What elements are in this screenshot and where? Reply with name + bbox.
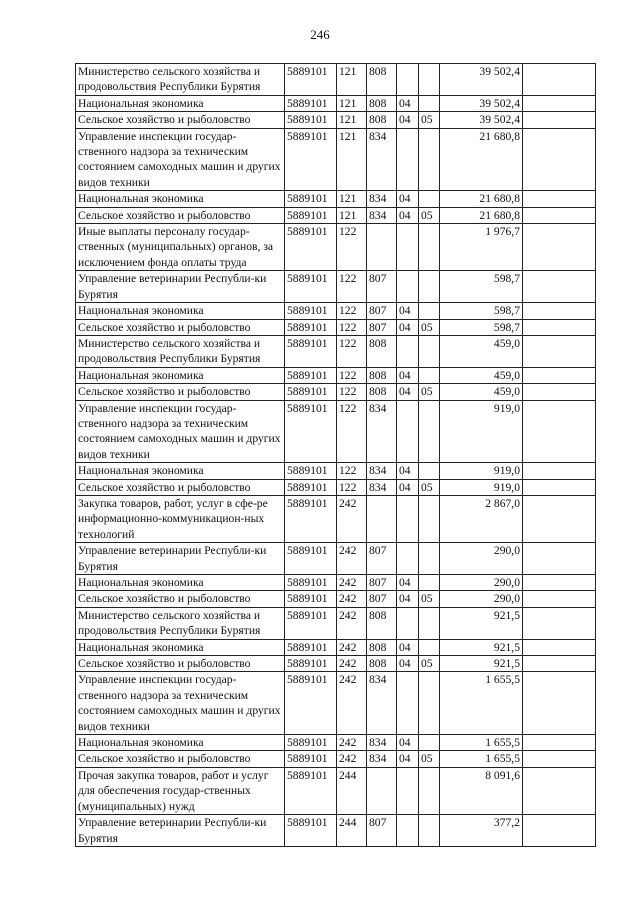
row-name-cell: Национальная экономика [76, 191, 285, 207]
row-subsection-cell [419, 224, 440, 271]
row-target-code-cell: 5889101 [285, 479, 337, 495]
row-target-code-cell: 5889101 [285, 607, 337, 639]
table-row [76, 672, 596, 735]
row-expense-type-cell: 122 [337, 384, 367, 400]
row-target-code-cell: 5889101 [285, 112, 337, 128]
row-amount-cell: 1 655,5 [440, 751, 523, 767]
row-expense-type-cell: 242 [337, 607, 367, 639]
row-name-cell: Иные выплаты персоналу государ-ственных (муниципальных) органов, за исключением фонда оплаты труда [76, 224, 285, 271]
table-row [76, 575, 596, 591]
row-expense-type-cell: 121 [337, 64, 367, 96]
row-amount-cell: 2 867,0 [440, 495, 523, 542]
row-extra-cell [523, 64, 596, 96]
row-ministry-code-cell: 807 [367, 543, 397, 575]
table-row [76, 656, 596, 672]
row-amount-cell: 598,7 [440, 319, 523, 335]
row-extra-cell [523, 495, 596, 542]
row-section-cell: 04 [397, 367, 419, 383]
row-ministry-code-cell: 808 [367, 335, 397, 367]
row-ministry-code-cell: 808 [367, 95, 397, 111]
table-row [76, 767, 596, 814]
row-expense-type-cell: 122 [337, 303, 367, 319]
row-target-code-cell: 5889101 [285, 751, 337, 767]
row-amount-cell: 921,5 [440, 656, 523, 672]
row-name-cell: Сельское хозяйство и рыболовство [76, 207, 285, 223]
row-ministry-code-cell: 834 [367, 735, 397, 751]
row-expense-type-cell: 242 [337, 639, 367, 655]
row-section-cell: 04 [397, 191, 419, 207]
row-target-code-cell: 5889101 [285, 639, 337, 655]
row-expense-type-cell: 242 [337, 543, 367, 575]
row-subsection-cell: 05 [419, 112, 440, 128]
row-extra-cell [523, 303, 596, 319]
row-ministry-code-cell: 808 [367, 384, 397, 400]
row-name-cell: Национальная экономика [76, 575, 285, 591]
row-section-cell: 04 [397, 112, 419, 128]
row-name-cell: Сельское хозяйство и рыболовство [76, 751, 285, 767]
row-extra-cell [523, 128, 596, 191]
row-name-cell: Национальная экономика [76, 303, 285, 319]
table-row [76, 591, 596, 607]
row-extra-cell [523, 575, 596, 591]
table-row [76, 384, 596, 400]
row-subsection-cell [419, 463, 440, 479]
row-target-code-cell: 5889101 [285, 319, 337, 335]
row-amount-cell: 919,0 [440, 400, 523, 463]
row-target-code-cell: 5889101 [285, 335, 337, 367]
row-name-cell: Национальная экономика [76, 367, 285, 383]
row-extra-cell [523, 591, 596, 607]
row-extra-cell [523, 191, 596, 207]
row-ministry-code-cell [367, 767, 397, 814]
row-name-cell: Управление инспекции государ-ственного надзора за техническим состоянием самоходных машин и других видов техники [76, 400, 285, 463]
row-section-cell: 04 [397, 656, 419, 672]
row-subsection-cell [419, 191, 440, 207]
row-expense-type-cell: 244 [337, 815, 367, 847]
row-ministry-code-cell: 807 [367, 815, 397, 847]
row-ministry-code-cell: 808 [367, 112, 397, 128]
table-row [76, 639, 596, 655]
row-extra-cell [523, 319, 596, 335]
row-name-cell: Прочая закупка товаров, работ и услуг для обеспечения государ-ственных (муниципальных) нужд [76, 767, 285, 814]
row-subsection-cell: 05 [419, 479, 440, 495]
row-name-cell: Сельское хозяйство и рыболовство [76, 591, 285, 607]
row-amount-cell: 459,0 [440, 384, 523, 400]
row-subsection-cell [419, 367, 440, 383]
row-name-cell: Министерство сельского хозяйства и продовольствия Республики Бурятия [76, 64, 285, 96]
row-section-cell: 04 [397, 479, 419, 495]
row-section-cell: 04 [397, 384, 419, 400]
row-expense-type-cell: 122 [337, 400, 367, 463]
row-amount-cell: 1 976,7 [440, 224, 523, 271]
row-target-code-cell: 5889101 [285, 128, 337, 191]
table-row [76, 319, 596, 335]
row-amount-cell: 459,0 [440, 367, 523, 383]
row-name-cell: Национальная экономика [76, 639, 285, 655]
row-expense-type-cell: 121 [337, 207, 367, 223]
row-ministry-code-cell: 834 [367, 463, 397, 479]
row-subsection-cell [419, 607, 440, 639]
table-row [76, 607, 596, 639]
row-target-code-cell: 5889101 [285, 367, 337, 383]
row-subsection-cell [419, 303, 440, 319]
row-target-code-cell: 5889101 [285, 64, 337, 96]
table-row [76, 495, 596, 542]
table-row [76, 751, 596, 767]
row-expense-type-cell: 242 [337, 495, 367, 542]
row-ministry-code-cell: 808 [367, 607, 397, 639]
row-extra-cell [523, 479, 596, 495]
row-section-cell [397, 767, 419, 814]
row-extra-cell [523, 400, 596, 463]
row-section-cell [397, 672, 419, 735]
row-subsection-cell [419, 639, 440, 655]
row-section-cell: 04 [397, 639, 419, 655]
row-ministry-code-cell: 808 [367, 656, 397, 672]
row-ministry-code-cell: 807 [367, 575, 397, 591]
row-subsection-cell [419, 400, 440, 463]
row-ministry-code-cell: 807 [367, 303, 397, 319]
table-row [76, 735, 596, 751]
row-target-code-cell: 5889101 [285, 463, 337, 479]
row-extra-cell [523, 656, 596, 672]
table-row [76, 112, 596, 128]
row-amount-cell: 39 502,4 [440, 95, 523, 111]
row-name-cell: Национальная экономика [76, 95, 285, 111]
budget-table [75, 63, 596, 847]
row-subsection-cell: 05 [419, 319, 440, 335]
row-ministry-code-cell: 834 [367, 191, 397, 207]
row-expense-type-cell: 122 [337, 271, 367, 303]
row-section-cell [397, 128, 419, 191]
row-section-cell: 04 [397, 735, 419, 751]
row-name-cell: Управление ветеринарии Республи-ки Бурятия [76, 271, 285, 303]
row-extra-cell [523, 815, 596, 847]
row-extra-cell [523, 271, 596, 303]
row-subsection-cell [419, 128, 440, 191]
row-extra-cell [523, 767, 596, 814]
row-subsection-cell: 05 [419, 591, 440, 607]
row-amount-cell: 598,7 [440, 303, 523, 319]
row-subsection-cell [419, 543, 440, 575]
row-expense-type-cell: 122 [337, 224, 367, 271]
row-section-cell: 04 [397, 591, 419, 607]
row-section-cell: 04 [397, 95, 419, 111]
row-name-cell: Министерство сельского хозяйства и продовольствия Республики Бурятия [76, 335, 285, 367]
row-subsection-cell: 05 [419, 207, 440, 223]
row-section-cell [397, 495, 419, 542]
row-amount-cell: 459,0 [440, 335, 523, 367]
row-ministry-code-cell [367, 495, 397, 542]
row-subsection-cell [419, 815, 440, 847]
row-subsection-cell [419, 64, 440, 96]
row-ministry-code-cell: 834 [367, 128, 397, 191]
row-name-cell: Управление инспекции государ-ственного надзора за техническим состоянием самоходных машин и других видов техники [76, 128, 285, 191]
row-ministry-code-cell: 834 [367, 400, 397, 463]
row-amount-cell: 290,0 [440, 575, 523, 591]
row-extra-cell [523, 384, 596, 400]
row-subsection-cell [419, 95, 440, 111]
row-subsection-cell [419, 495, 440, 542]
row-extra-cell [523, 224, 596, 271]
row-name-cell: Министерство сельского хозяйства и продовольствия Республики Бурятия [76, 607, 285, 639]
row-subsection-cell [419, 575, 440, 591]
row-name-cell: Сельское хозяйство и рыболовство [76, 479, 285, 495]
table-row [76, 543, 596, 575]
row-name-cell: Управление ветеринарии Республи-ки Бурятия [76, 815, 285, 847]
row-name-cell: Сельское хозяйство и рыболовство [76, 656, 285, 672]
table-row [76, 815, 596, 847]
row-subsection-cell [419, 767, 440, 814]
row-amount-cell: 1 655,5 [440, 735, 523, 751]
row-subsection-cell: 05 [419, 656, 440, 672]
row-expense-type-cell: 242 [337, 751, 367, 767]
row-subsection-cell: 05 [419, 751, 440, 767]
row-target-code-cell: 5889101 [285, 543, 337, 575]
row-expense-type-cell: 122 [337, 463, 367, 479]
row-section-cell [397, 271, 419, 303]
row-amount-cell: 21 680,8 [440, 207, 523, 223]
row-amount-cell: 8 091,6 [440, 767, 523, 814]
row-ministry-code-cell: 808 [367, 639, 397, 655]
row-target-code-cell: 5889101 [285, 767, 337, 814]
row-ministry-code-cell: 834 [367, 751, 397, 767]
row-ministry-code-cell: 808 [367, 367, 397, 383]
row-expense-type-cell: 121 [337, 112, 367, 128]
row-amount-cell: 21 680,8 [440, 128, 523, 191]
row-section-cell: 04 [397, 575, 419, 591]
row-target-code-cell: 5889101 [285, 672, 337, 735]
page-number: 246 [310, 27, 330, 42]
row-expense-type-cell: 242 [337, 735, 367, 751]
row-ministry-code-cell: 834 [367, 672, 397, 735]
row-target-code-cell: 5889101 [285, 495, 337, 542]
row-section-cell [397, 335, 419, 367]
row-extra-cell [523, 112, 596, 128]
row-amount-cell: 39 502,4 [440, 112, 523, 128]
row-expense-type-cell: 242 [337, 575, 367, 591]
table-row [76, 224, 596, 271]
row-target-code-cell: 5889101 [285, 575, 337, 591]
table-row [76, 303, 596, 319]
row-section-cell: 04 [397, 303, 419, 319]
budget-table-body [76, 64, 596, 847]
row-target-code-cell: 5889101 [285, 591, 337, 607]
row-name-cell: Сельское хозяйство и рыболовство [76, 384, 285, 400]
table-row [76, 64, 596, 96]
row-target-code-cell: 5889101 [285, 400, 337, 463]
row-expense-type-cell: 242 [337, 672, 367, 735]
table-row [76, 207, 596, 223]
row-amount-cell: 598,7 [440, 271, 523, 303]
row-section-cell [397, 224, 419, 271]
row-target-code-cell: 5889101 [285, 207, 337, 223]
table-row [76, 95, 596, 111]
row-subsection-cell [419, 271, 440, 303]
row-expense-type-cell: 122 [337, 367, 367, 383]
row-ministry-code-cell: 807 [367, 591, 397, 607]
row-target-code-cell: 5889101 [285, 735, 337, 751]
table-row [76, 191, 596, 207]
row-section-cell: 04 [397, 207, 419, 223]
table-row [76, 271, 596, 303]
row-name-cell: Национальная экономика [76, 463, 285, 479]
row-extra-cell [523, 735, 596, 751]
row-target-code-cell: 5889101 [285, 271, 337, 303]
row-name-cell: Сельское хозяйство и рыболовство [76, 112, 285, 128]
row-expense-type-cell: 242 [337, 656, 367, 672]
row-target-code-cell: 5889101 [285, 815, 337, 847]
row-extra-cell [523, 335, 596, 367]
row-expense-type-cell: 121 [337, 128, 367, 191]
row-expense-type-cell: 122 [337, 319, 367, 335]
row-ministry-code-cell: 808 [367, 64, 397, 96]
row-target-code-cell: 5889101 [285, 95, 337, 111]
row-extra-cell [523, 463, 596, 479]
row-name-cell: Закупка товаров, работ, услуг в сфе-ре информационно-коммуникацион-ных технологий [76, 495, 285, 542]
row-amount-cell: 1 655,5 [440, 672, 523, 735]
row-name-cell: Сельское хозяйство и рыболовство [76, 319, 285, 335]
row-section-cell [397, 64, 419, 96]
table-row [76, 335, 596, 367]
row-section-cell: 04 [397, 751, 419, 767]
row-amount-cell: 290,0 [440, 543, 523, 575]
row-amount-cell: 919,0 [440, 479, 523, 495]
row-expense-type-cell: 244 [337, 767, 367, 814]
row-subsection-cell [419, 735, 440, 751]
row-expense-type-cell: 242 [337, 591, 367, 607]
row-ministry-code-cell [367, 224, 397, 271]
row-subsection-cell [419, 672, 440, 735]
row-ministry-code-cell: 807 [367, 319, 397, 335]
row-amount-cell: 290,0 [440, 591, 523, 607]
row-amount-cell: 21 680,8 [440, 191, 523, 207]
row-section-cell [397, 815, 419, 847]
row-target-code-cell: 5889101 [285, 191, 337, 207]
table-row [76, 479, 596, 495]
row-amount-cell: 919,0 [440, 463, 523, 479]
row-extra-cell [523, 639, 596, 655]
row-target-code-cell: 5889101 [285, 384, 337, 400]
row-target-code-cell: 5889101 [285, 224, 337, 271]
row-extra-cell [523, 207, 596, 223]
row-subsection-cell [419, 335, 440, 367]
row-section-cell: 04 [397, 319, 419, 335]
row-extra-cell [523, 751, 596, 767]
row-extra-cell [523, 95, 596, 111]
row-section-cell: 04 [397, 463, 419, 479]
row-expense-type-cell: 121 [337, 191, 367, 207]
row-ministry-code-cell: 834 [367, 207, 397, 223]
table-row [76, 128, 596, 191]
row-ministry-code-cell: 834 [367, 479, 397, 495]
row-amount-cell: 39 502,4 [440, 64, 523, 96]
row-amount-cell: 377,2 [440, 815, 523, 847]
row-expense-type-cell: 122 [337, 479, 367, 495]
row-name-cell: Национальная экономика [76, 735, 285, 751]
table-row [76, 463, 596, 479]
row-ministry-code-cell: 807 [367, 271, 397, 303]
row-expense-type-cell: 122 [337, 335, 367, 367]
row-target-code-cell: 5889101 [285, 656, 337, 672]
row-section-cell [397, 400, 419, 463]
row-expense-type-cell: 121 [337, 95, 367, 111]
table-row [76, 367, 596, 383]
row-extra-cell [523, 367, 596, 383]
row-extra-cell [523, 543, 596, 575]
row-target-code-cell: 5889101 [285, 303, 337, 319]
row-name-cell: Управление ветеринарии Республи-ки Бурятия [76, 543, 285, 575]
row-name-cell: Управление инспекции государ-ственного надзора за техническим состоянием самоходных машин и других видов техники [76, 672, 285, 735]
row-subsection-cell: 05 [419, 384, 440, 400]
row-extra-cell [523, 672, 596, 735]
row-extra-cell [523, 607, 596, 639]
row-amount-cell: 921,5 [440, 639, 523, 655]
table-row [76, 400, 596, 463]
row-amount-cell: 921,5 [440, 607, 523, 639]
row-section-cell [397, 607, 419, 639]
row-section-cell [397, 543, 419, 575]
